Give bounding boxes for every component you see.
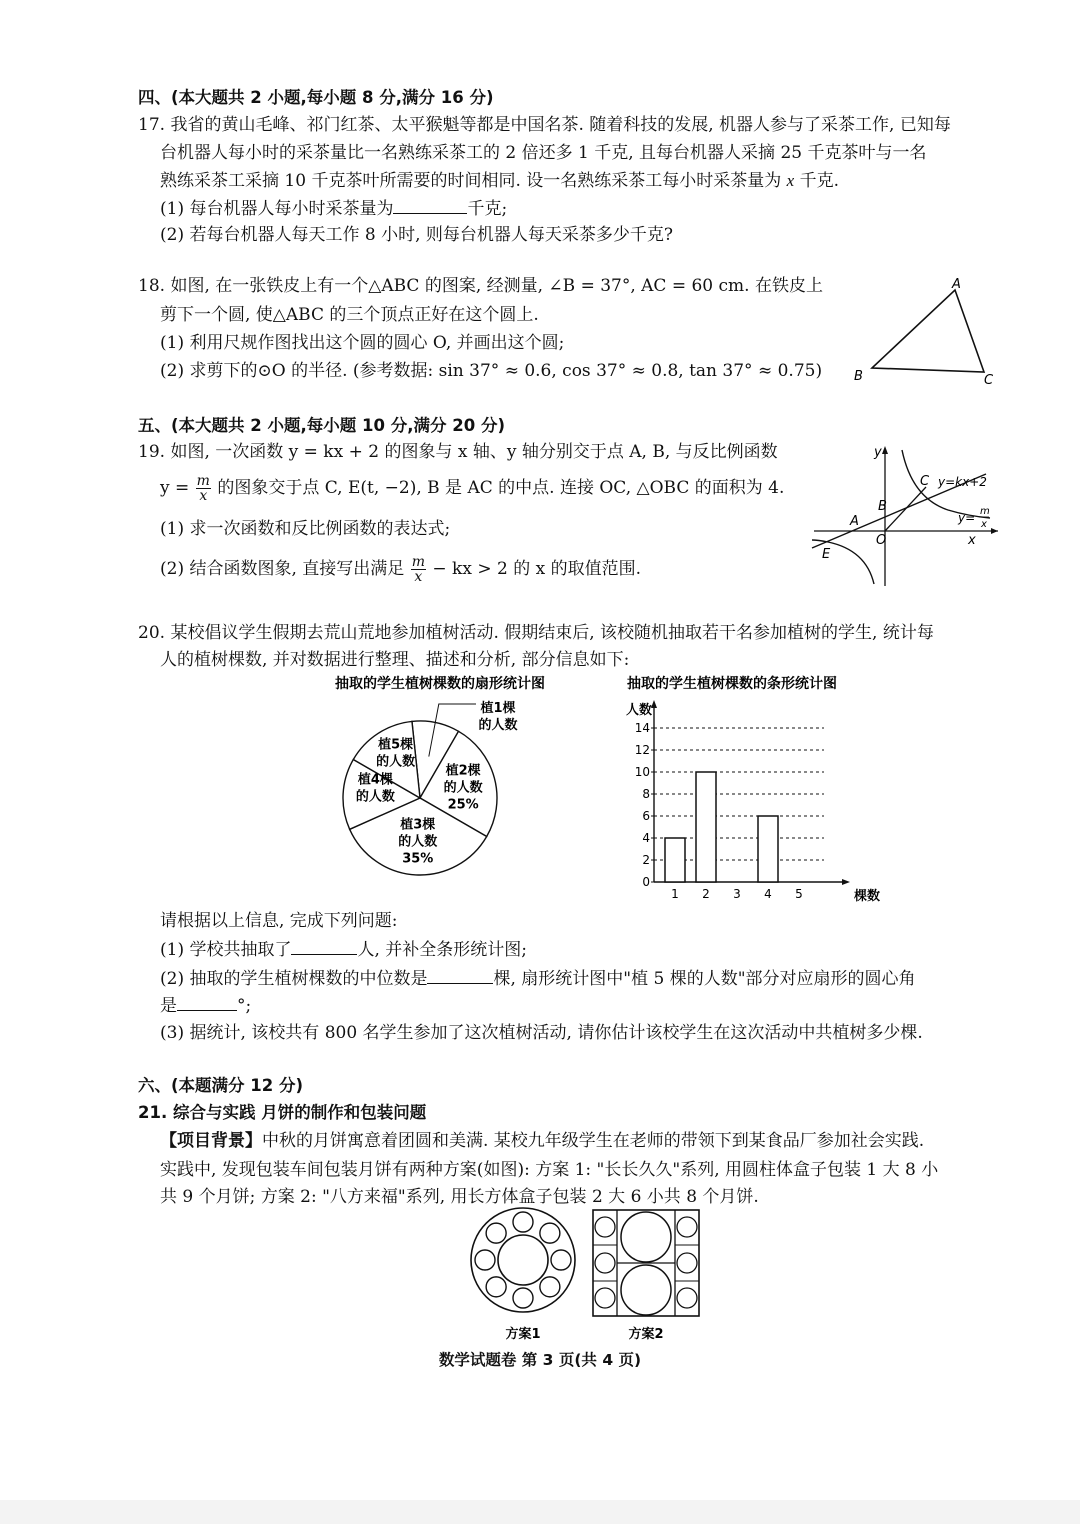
small-mooncake-1 [513, 1212, 533, 1232]
curve-label-numerator: m [980, 506, 990, 517]
square-small-left-3 [595, 1288, 615, 1308]
q18-part-2: (2) 求剪下的⊙O 的半径. (参考数据: sin 37° ≈ 0.6, cos 37° ≈ 0.8, tan 37° ≈ 0.75) [160, 361, 823, 381]
pie-label-2-line-3: 25% [447, 797, 479, 813]
q20-part-2-cont [160, 992, 251, 1020]
q17-var-x: x [786, 171, 795, 190]
pie-label-2-line-2: 的人数 [443, 780, 483, 796]
small-mooncake-6 [486, 1277, 506, 1297]
pie-label-2-line-1: 植2棵 [445, 763, 481, 779]
small-mooncake-5 [513, 1288, 533, 1308]
vertex-b-label: B [854, 369, 863, 384]
bar-y-tick-6: 6 [642, 809, 650, 823]
section-5-title: 五、(本大题共 2 小题,每小题 10 分,满分 20 分) [138, 416, 505, 435]
large-mooncake [498, 1235, 548, 1285]
q17-line-1: 17. 我省的黄山毛峰、祁门红茶、太平猴魁等都是中国名茶. 随着科技的发展, 机器人参与了采茶工作, 已知每 [138, 115, 951, 135]
q20-p1a: (1) 学校共抽取了 [160, 940, 292, 960]
small-mooncake-7 [475, 1250, 495, 1270]
q18-line-1: 18. 如图, 在一张铁皮上有一个△ABC 的图案, 经测量, ∠B = 37°, AC = 60 cm. 在铁皮上 [138, 276, 823, 296]
bar-1 [665, 838, 685, 882]
frac-numerator: m [411, 554, 425, 570]
bar-x-tick-3: 3 [733, 887, 741, 901]
square-small-right-3 [677, 1288, 697, 1308]
bar-y-tick-0: 0 [642, 875, 650, 889]
mooncake-packaging-figure [455, 1206, 715, 1346]
bar-y-tick-10: 10 [634, 765, 650, 779]
q20-p2c: 是 [160, 996, 177, 1016]
q21-line-1 [160, 1128, 924, 1155]
curve-label-lhs: y= [958, 511, 976, 525]
square-small-right-1 [677, 1217, 697, 1237]
q18-triangle-figure [840, 272, 1010, 392]
pie-label-1-line-2: 的人数 [478, 718, 518, 733]
square-small-right-2 [677, 1253, 697, 1273]
square-small-left-2 [595, 1253, 615, 1273]
q21-line-3: 共 9 个月饼; 方案 2: "八方来福"系列, 用长方体盒子包装 2 大 6 小共 8 个月饼. [160, 1187, 759, 1207]
q17-line-2: 台机器人每小时的采茶量比一名熟练采茶工的 2 倍还多 1 千克, 且每台机器人采摘 25 千克茶叶与一名 [160, 143, 927, 163]
bar-x-axis-arrow [842, 879, 850, 885]
bar-4 [758, 816, 778, 882]
pie-label-1-line-1: 植1棵 [480, 701, 516, 716]
q20-line-2: 人的植树棵数, 并对数据进行整理、描述和分析, 部分信息如下: [160, 650, 630, 670]
point-e-label: E [822, 547, 831, 562]
vertex-a-label: A [952, 277, 961, 292]
bar-x-tick-5: 5 [795, 887, 803, 901]
pie-label-3-line-2: 的人数 [398, 834, 438, 850]
q19-line-1: 19. 如图, 一次函数 y = kx + 2 的图象与 x 轴、y 轴分别交于点 A, B, 与反比例函数 [138, 442, 778, 462]
bar-chart-title: 抽取的学生植树棵数的条形统计图 [627, 676, 837, 692]
bar-x-tick-4: 4 [764, 887, 772, 901]
vertex-c-label: C [984, 373, 994, 388]
pie-label-5-line-2: 的人数 [376, 754, 416, 770]
q19-line-2a: y = [160, 478, 190, 498]
pie-label-3-line-3: 35% [402, 851, 434, 867]
q20-p2b: 棵, 扇形统计图中"植 5 棵的人数"部分对应扇形的圆心角 [493, 969, 916, 989]
bar-y-tick-4: 4 [642, 831, 650, 845]
q21-project-background-label: 【项目背景】 [160, 1131, 262, 1151]
q20-part-3: (3) 据统计, 该校共有 800 名学生参加了这次植树活动, 请你估计该校学生在这次活动中共植树多少棵. [160, 1023, 923, 1043]
q18-line-2: 剪下一个圆, 使△ABC 的三个顶点正好在这个圆上. [160, 305, 539, 325]
small-mooncake-3 [551, 1250, 571, 1270]
frac-denominator: x [199, 488, 208, 504]
q21-line-1-text: 中秋的月饼寓意着团圆和美满. 某校九年级学生在老师的带领下到某食品厂参加社会实践. [262, 1131, 925, 1151]
q19-part-1: (1) 求一次函数和反比例函数的表达式; [160, 519, 451, 539]
x-axis-arrow [991, 528, 998, 534]
curve-label-denominator: x [981, 519, 987, 530]
pie-label-5-line-1: 植5棵 [378, 737, 414, 753]
plan-2-label: 方案2 [628, 1327, 664, 1342]
q20-p2-blank-angle[interactable] [177, 992, 237, 1011]
q19-p2b: − kx > 2 的 x 的取值范围. [432, 559, 641, 579]
bar-y-tick-14: 14 [634, 721, 650, 735]
q17-part-2: (2) 若每台机器人每天工作 8 小时, 则每台机器人每天采茶多少千克? [160, 225, 674, 245]
frac-denominator: x [414, 569, 423, 585]
segment-oc [885, 487, 926, 531]
section-4-title: 四、(本大题共 2 小题,每小题 8 分,满分 16 分) [138, 88, 494, 107]
page-footer: 数学试题卷 第 3 页(共 4 页) [438, 1351, 642, 1369]
bar-y-tick-12: 12 [634, 743, 650, 757]
q20-line-1: 20. 某校倡议学生假期去荒山荒地参加植树活动. 假期结束后, 该校随机抽取若干名参加植树的学生, 统计每 [138, 623, 934, 643]
section-6-title: 六、(本题满分 12 分) [138, 1076, 304, 1095]
q19-fraction-m-over-x [196, 474, 211, 503]
line-equation-label: y=kx+2 [938, 475, 987, 489]
q17-answer-blank[interactable] [393, 195, 467, 214]
q17-line-3a: 熟练采茶工采摘 10 千克茶叶所需要的时间相同. 设一名熟练采茶工每小时采茶量为 [160, 171, 782, 191]
point-b-label: B [878, 499, 887, 514]
q20-p1b: 人, 并补全条形统计图; [357, 940, 528, 960]
point-c-label: C [920, 474, 930, 489]
q20-intro: 请根据以上信息, 完成下列问题: [160, 911, 398, 931]
y-axis-arrow [882, 446, 888, 454]
bar-y-tick-2: 2 [642, 853, 650, 867]
large-mooncake-top [621, 1212, 671, 1262]
q17-line-3b: 千克. [799, 171, 840, 191]
plan-1-label: 方案1 [505, 1327, 541, 1342]
q17-part-1 [160, 195, 507, 223]
bar-x-axis-title: 棵数 [854, 889, 881, 904]
q19-p2a: (2) 结合函数图象, 直接写出满足 [160, 559, 405, 579]
plan-2-square-box [593, 1210, 699, 1316]
y-axis-label: y [874, 445, 882, 460]
round-box-outline [471, 1208, 575, 1312]
bar-2 [696, 772, 716, 882]
small-mooncake-8 [486, 1223, 506, 1243]
point-a-label: A [850, 514, 859, 529]
q18-part-1: (1) 利用尺规作图找出这个圆的圆心 O, 并画出这个圆; [160, 333, 565, 353]
plan-1-round-box [471, 1208, 575, 1312]
q19-line-2b: 的图象交于点 C, E(t, −2), B 是 AC 的中点. 连接 OC, △OBC 的面积为 4. [217, 478, 785, 498]
square-small-left-1 [595, 1217, 615, 1237]
small-mooncake-4 [540, 1277, 560, 1297]
frac-numerator: m [196, 473, 210, 489]
q21-title: 21. 综合与实践 月饼的制作和包装问题 [138, 1103, 427, 1122]
q20-p1-blank[interactable] [291, 936, 357, 955]
q20-p2d: °; [237, 996, 252, 1016]
q20-p2-blank-median[interactable] [427, 965, 493, 984]
q17-line-3 [160, 167, 839, 195]
small-mooncake-2 [540, 1223, 560, 1243]
bar-x-tick-2: 2 [702, 887, 710, 901]
q19-part-2 [160, 555, 641, 584]
pie-chart-title: 抽取的学生植树棵数的扇形统计图 [335, 676, 545, 692]
q19-function-figure [808, 438, 1008, 588]
q19-p2-fraction [411, 555, 426, 584]
large-mooncake-bottom [621, 1265, 671, 1315]
pie-label-4-line-2: 的人数 [355, 789, 395, 805]
bar-x-tick-1: 1 [671, 887, 679, 901]
bar-y-axis-title: 人数 [625, 703, 652, 718]
bar-chart [600, 670, 890, 910]
q20-part-2 [160, 965, 916, 993]
q20-p2a: (2) 抽取的学生植树棵数的中位数是 [160, 969, 428, 989]
bar-y-tick-8: 8 [642, 787, 650, 801]
pie-chart [290, 670, 590, 895]
x-axis-label: x [968, 533, 976, 548]
origin-label: O [876, 533, 887, 548]
q20-part-1 [160, 936, 527, 964]
q17-p1b: 千克; [467, 199, 508, 219]
q21-line-2: 实践中, 发现包装车间包装月饼有两种方案(如图): 方案 1: "长长久久"系列, 用圆柱体盒子包装 1 大 8 小 [160, 1160, 939, 1180]
q17-p1a: (1) 每台机器人每小时采茶量为 [160, 199, 394, 219]
triangle-abc [872, 290, 984, 372]
pie-label-4-line-1: 植4棵 [357, 772, 393, 788]
scan-bottom-edge [0, 1500, 1080, 1524]
q19-line-2 [160, 474, 784, 503]
pie-label-3-line-1: 植3棵 [400, 817, 436, 833]
